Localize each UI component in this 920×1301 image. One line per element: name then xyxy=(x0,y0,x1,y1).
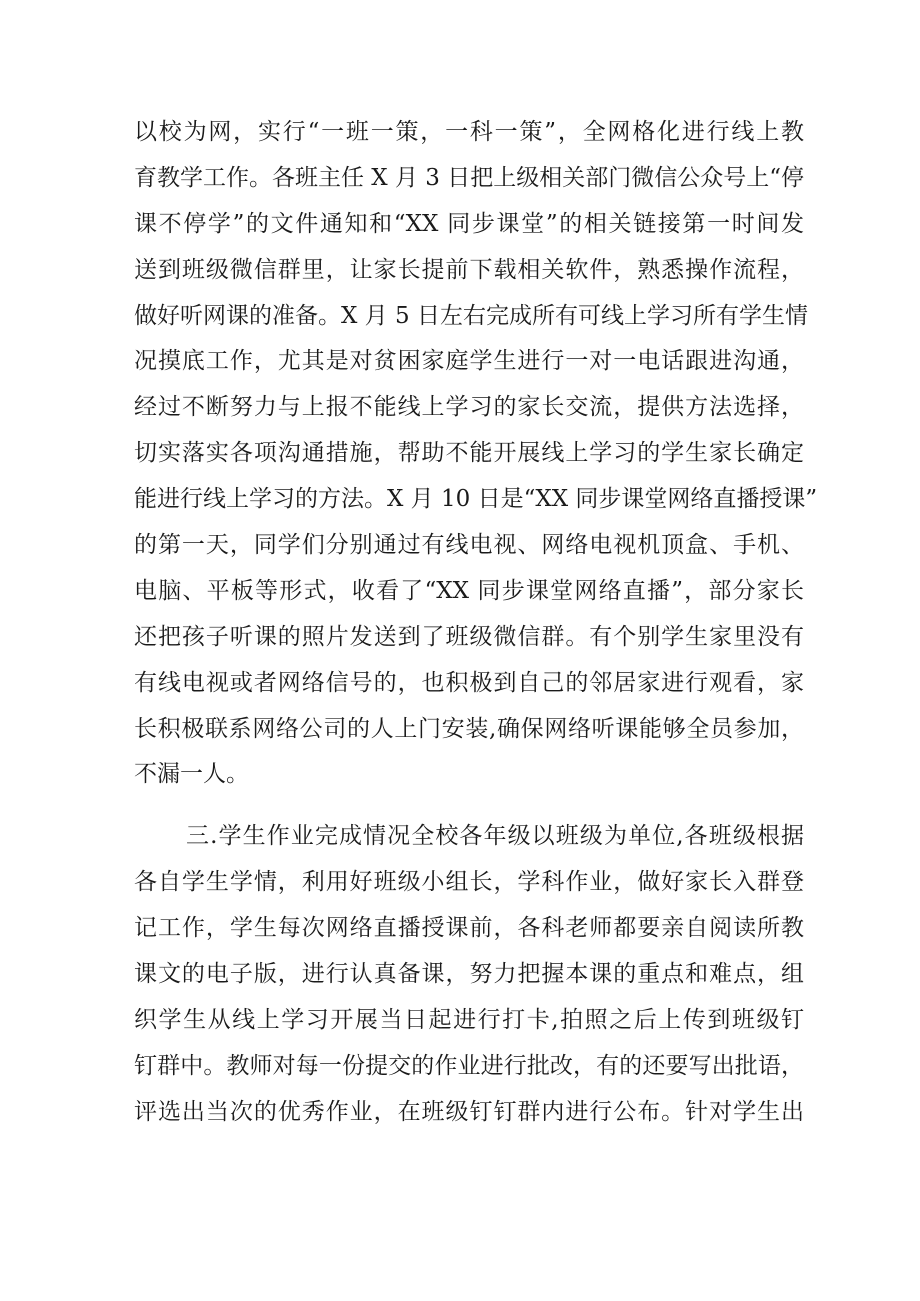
text-line: 育教学工作。各班主任 X 月 3 日把上级相关部门微信公众号上“停 xyxy=(134,164,805,191)
text-line: 切实落实各项沟通措施，帮助不能开展线上学习的学生家长确定 xyxy=(134,440,804,467)
text-line: 能进行线上学习的方法。X 月 10 日是“XX 同步课堂网络直播授课” xyxy=(134,486,818,513)
text-line: 课不停学”的文件通知和“XX 同步课堂”的相关链接第一时间发 xyxy=(134,210,804,237)
text-line: 课文的电子版，进行认真备课，努力把握本课的重点和难点，组 xyxy=(134,961,804,988)
text-line: 还把孩子听课的照片发送到了班级微信群。有个别学生家里没有 xyxy=(134,623,804,650)
paragraph xyxy=(134,110,818,798)
text-line: 电脑、平板等形式，收看了“XX 同步课堂网络直播”，部分家长 xyxy=(134,577,804,604)
text-line: 的第一天，同学们分别通过有线电视、网络电视机顶盒、手机、 xyxy=(134,532,804,559)
text-line: 不漏一人。 xyxy=(134,761,249,788)
text-line: 评选出当次的优秀作业，在班级钉钉群内进行公布。针对学生出 xyxy=(134,1098,804,1125)
text-line: 各自学生学情，利用好班级小组长，学科作业，做好家长入群登 xyxy=(134,869,804,896)
text-line: 以校为网，实行“一班一策，一科一策”，全网格化进行线上教 xyxy=(134,119,804,145)
text-line: 织学生从线上学习开展当日起进行打卡,拍照之后上传到班级钉 xyxy=(134,1006,804,1033)
text-line: 记工作，学生每次网络直播授课前，各科老师都要亲自阅读所教 xyxy=(134,915,804,942)
text-line: 有线电视或者网络信号的，也积极到自己的邻居家进行观看，家 xyxy=(134,669,804,696)
text-line: 钉群中。教师对每一份提交的作业进行批改，有的还要写出批语， xyxy=(134,1052,804,1079)
text-line: 经过不断努力与上报不能线上学习的家长交流，提供方法选择， xyxy=(134,394,804,421)
text-line: 况摸底工作，尤其是对贫困家庭学生进行一对一电话跟进沟通， xyxy=(134,348,804,375)
text-line: 长积极联系网络公司的人上门安装,确保网络听课能够全员参加， xyxy=(134,715,804,742)
text-line: 三.学生作业完成情况全校各年级以班级为单位,各班级根据 xyxy=(186,823,804,850)
text-line: 送到班级微信群里，让家长提前下载相关软件，熟悉操作流程， xyxy=(134,256,804,283)
paragraph-spacer xyxy=(134,798,804,814)
paragraph xyxy=(134,814,804,1135)
text-line: 做好听网课的准备。X 月 5 日左右完成所有可线上学习所有学生情 xyxy=(134,302,808,329)
document-body xyxy=(134,110,818,1136)
